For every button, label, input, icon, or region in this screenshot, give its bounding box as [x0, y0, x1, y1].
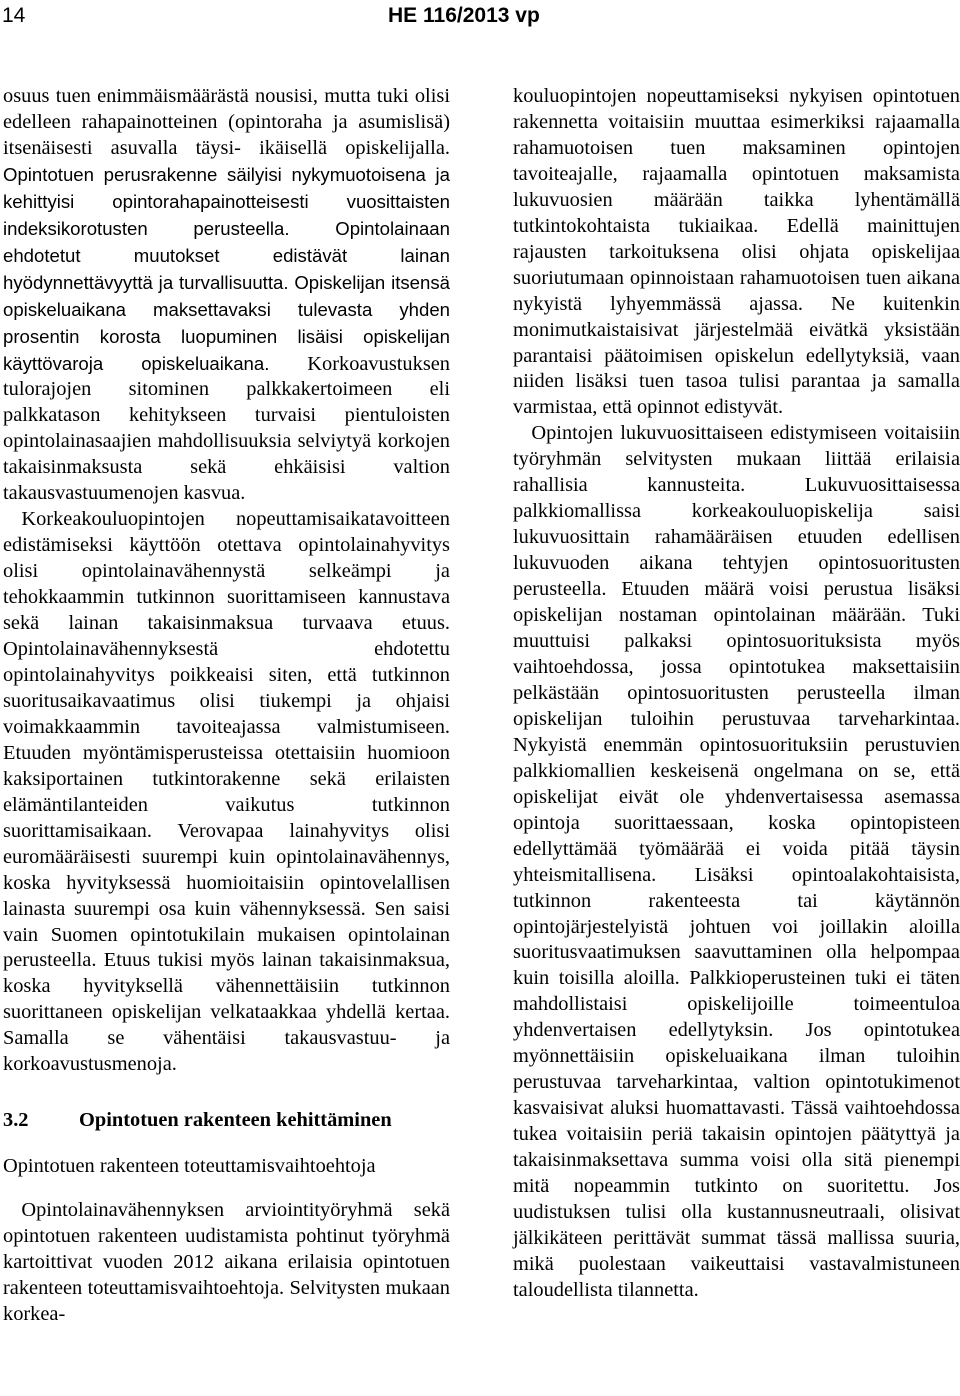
- paragraph-text: Opintotuen perusrakenne säilyisi nykymuotoisena ja kehittyisi opintorahapainotteisesti vuosittaisten indeksikorotusten perusteella. Opintolainaan ehdotetut muutokset edistävät lainan hyödynnettävyyttä ja turvallisuutta. Opiskelijan itsensä opiskeluaikana maksettavaksi tulevasta yhden prosentin korosta luopuminen lisäisi opiskelijan käyttövaroja opiskeluaikana.: [3, 163, 450, 374]
- section-number: 3.2: [3, 1109, 29, 1132]
- section-title: Opintotuen rakenteen kehittäminen: [79, 1109, 392, 1132]
- paragraph-text: Korkoavustuksen tulorajojen sitominen palkkakertoimeen eli palkkatason kehitykseen turvaisi pientuloisten opintolainasaajien mahdollisuuksia selviytyä korkojen takaisinmaksusta sekä ehkäisisi valtion takausvastuumenojen kasvua.: [3, 352, 450, 505]
- paragraph: kouluopintojen nopeuttamiseksi nykyisen opintotuen rakennetta voitaisiin muuttaa esimerkiksi rajaamalla rahamuotoisen tuen maksaminen opintojen tavoiteajalle, rajaamalla opintotuen maksamista lukuvuosien määrään taikka lyhentämällä tutkintokohtaista tukiaikaa. Edellä mainittujen rajausten tarkoituksena olisi ohjata opiskelijaa suoriutumaan opinnoistaan rahamuotoisen tuen aikana nykyistä lyhyemmässä ajassa. Ne kuitenkin monimutkaistaisivat järjestelmää eivätkä yksistään parantaisi päätoimisen opiskelun edellytyksiä, vaan niiden lisäksi tuen tasoa tulisi parantaa ja samalla varmistaa, että opinnot edistyvät.: [513, 85, 960, 419]
- subheading: Opintotuen rakenteen toteuttamisvaihtoehtoja: [3, 1155, 376, 1178]
- paragraph: Opintojen lukuvuosittaiseen edistymiseen voitaisiin työryhmän selvitysten mukaan liittää erilaisia rahallisia kannusteita. Lukuvuosittaisessa palkkiomallissa korkeakouluopiskelija saisi lukuvuosittain rahamääräisen etuuden edellisen lukuvuoden aikana tehtyjen opintosuoritusten perusteella. Etuuden määrä voisi perustua lisäksi opiskelijan nostaman opintolainan määrään. Tuki muuttuisi palkaksi opintosuorituksista myös vaihtoehdossa, jossa opintotukea maksettaisiin pelkästään opintosuoritusten perusteella ilman opiskelijan tuloihin perustuvaa tarveharkintaa. Nykyistä enemmän opintosuorituksiin perustuvien palkkiomallien keskeisenä ongelmana on se, että opiskelijat eivät ole yhdenvertaisessa asemassa opintoja suorittaessaan, koska opintopisteen edellyttämää työmäärää ei voida pitää täysin yhteismitallisena. Lisäksi opintoalakohtaisista, tutkinnon rakenteesta tai käytännön opintojärjestelyistä johtuen voi joillakin aloilla suoritusvaatimuksen saavuttaminen olla helpompaa kuin toisilla aloilla. Palkkioperusteinen tuki ei täten mahdollistaisi opiskelijoille toimeentuloa yhdenvertaisen edellytyksin. Jos opintotukea myönnettäisiin opiskeluaikana ilman tuloihin perustuvaa tarveharkintaa, valtion opintotukimenot kasvaisivat aluksi huomattavasti. Tässä vaihtoehdossa tukea voitaisiin periä takaisin opintojen päätyttyä ja takaisinmaksettava summa voisi olla sitä pienempi mitä nopeammin tutkinto on suoritettu. Jos uudistuksen tulisi olla kustannusneutraali, olisivat jälkikäteen perittävät summat tässä mallissa suuria, mikä puolestaan vaikeuttaisi vastavalmistuneen taloudellista tilannetta.: [513, 422, 960, 1301]
- paragraph: Korkeakouluopintojen nopeuttamisaikatavoitteen edistämiseksi käyttöön otettava opintolainahyvitys olisi opintolainavähennystä selkeämpi ja tehokkaammin tutkinnon suorittamiseen kannustava sekä lainan takaisinmaksua turvaava etuus. Opintolainavähennyksestä ehdotettu opintolainahyvitys poikkeaisi siten, että tutkinnon suoritusaikavaatimus olisi tiukempi ja ohjaisi voimakkaammin tavoiteajassa valmistumiseen. Etuuden myöntämisperusteissa otettaisiin huomioon kaksiportainen tutkintorakenne sekä erilaisten elämäntilanteiden vaikutus tutkinnon suorittamisaikaan. Verovapaa lainahyvitys olisi euromääräisesti suurempi kuin opintolainavähennys, koska hyvityksessä huomioitaisiin opintovelallisen lainasta suurempi osa kuin vähennyksessä. Sen saisi vain Suomen opintotukilain mukaisen opintolainan perusteella. Etuus tukisi myös lainan takaisinmaksua, koska hyvityksellä vähennettäisiin tutkinnon suorittaneen opiskelijan velkataakkaa yhdellä kertaa. Samalla se vähentäisi takausvastuu- ja korkoavustusmenoja.: [3, 508, 450, 1076]
- paragraph-text: osuus tuen enimmäismäärästä nousisi, mutta tuki olisi edelleen rahapainotteinen (opintoraha ja asumislisä) itsenäisesti asuvalla täysi- ikäisellä opiskelijalla.: [3, 85, 450, 159]
- document-id: HE 116/2013 vp: [388, 4, 540, 27]
- section-heading: [3, 1108, 450, 1134]
- page-number: 14: [2, 4, 26, 27]
- paragraph: Opintolainavähennyksen arviointityöryhmä sekä opintotuen rakenteen uudistamista pohtinut työryhmä kartoittivat vuoden 2012 aikana erilaisia opintotuen rakenteen toteuttamisvaihtoehtoja. Selvitysten mukaan korkea-: [3, 1199, 450, 1325]
- left-column: [3, 84, 450, 1328]
- right-column: [513, 84, 960, 1304]
- paragraph: [3, 84, 450, 507]
- page-header: [0, 0, 960, 40]
